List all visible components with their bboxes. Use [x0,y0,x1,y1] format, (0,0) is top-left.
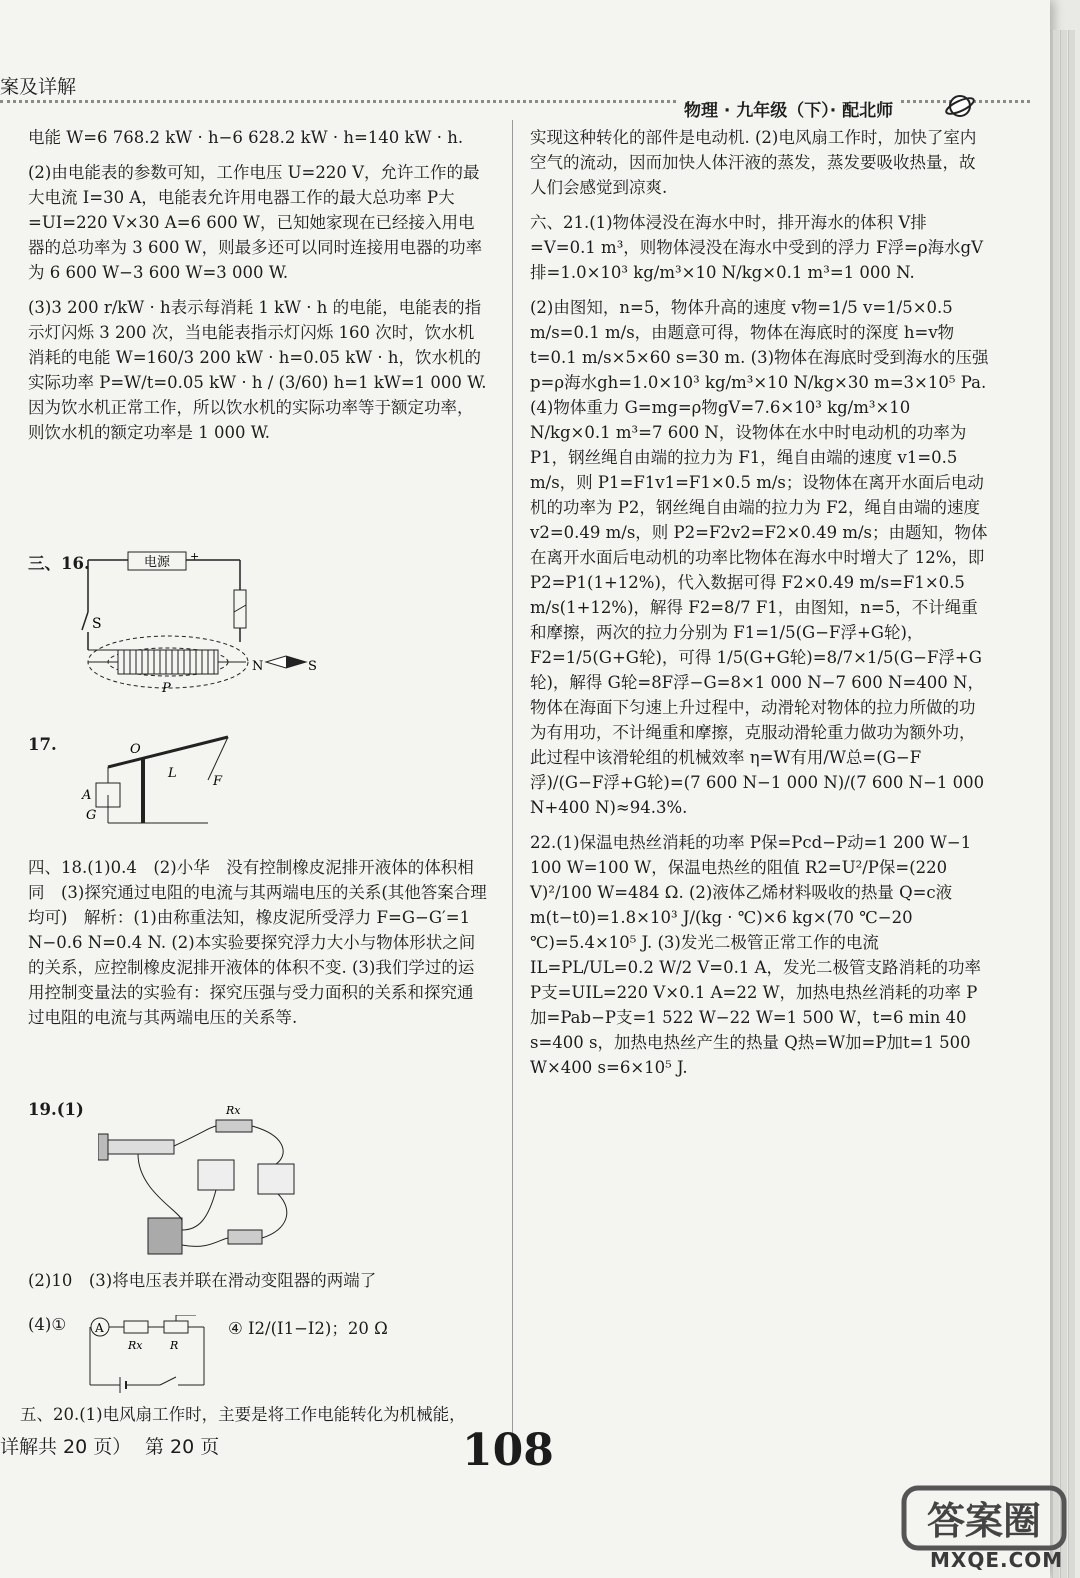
watermark-url: MXQE.COM [930,1548,1064,1572]
q20-continued-text: 实现这种转化的部件是电动机. (2)电风扇工作时，加快了室内空气的流动，因而加快人体汗液的蒸发，蒸发要吸收热量，故人们会感觉到凉爽. [530,128,977,197]
force-f-label: F [213,774,223,789]
point-a-label: A [82,788,92,803]
needle-s-label: S [308,659,317,674]
electromagnet-circuit-diagram [68,550,328,710]
q18-text: 四、18.(1)0.4 (2)小华 没有控制橡皮泥排开液体的体积相同 (3)探究通过电阻的电流与其两端电压的关系(其他答案合理均可) 解析：(1)由称重法知，橡皮泥所受浮力 F=G−G′=1 N−0.6 N=0.4 N. (2)本实验要探究浮力大小与物体形状之间的关系，应控制橡皮泥排开液体的体积不变. (3)我们学过的运用控制变量法的实验有：探究压强与受力面积的关系和探究通过电阻的电流与其两端电压的关系等. [28,858,487,1027]
footer-left: 详解共 20 页） [0,1436,132,1458]
q20-text: 五、20.(1)电风扇工作时，主要是将工作电能转化为机械能， [20,1405,466,1424]
q15-part1-text: 电能 W=6 768.2 kW · h−6 628.2 kW · h=140 kW · h. [28,128,464,147]
pivot-o-label: O [130,742,141,757]
circuit-photo-diagram [98,1100,318,1260]
q19-figure [28,1100,488,1260]
footer-page-label: 第 20 页 [145,1436,220,1458]
page-edge [1068,30,1075,1578]
page-edge [1060,30,1067,1578]
r-label: R [170,1339,179,1352]
q19-label: 19.(1) [28,1100,84,1119]
page-number: 108 [462,1425,554,1476]
switch-label: S [92,616,102,632]
pole-p-label: P [162,681,171,696]
q15-part3-text: (3)3 200 r/kW · h表示每消耗 1 kW · h 的电能，电能表的指示灯闪烁 3 200 次，当电能表指示灯闪烁 160 次时，饮水机消耗的电能 W=160/3 200 kW · h=0.05 kW · h，饮水机的实际功率 P=W/t=0.05 kW · h / (3/60) h=1 kW=1 000 W. 因为饮水机正常工作，所以饮水机的实际功率等于额定功率，则饮水机的额定功率是 1 000 W. [28,298,487,442]
rx-label: Rx [128,1339,143,1352]
watermark-text: 答案圈 [926,1499,1042,1543]
q19-part4-figure [28,1315,488,1395]
q21-part1-text: 六、21.(1)物体浸没在海水中时，排开海水的体积 V排=V=0.1 m³，则物体浸没在海水中受到的浮力 F浮=ρ海水gV排=1.0×10³ kg/m³×10 N/kg×0.1 m³=1 000 N. [530,213,984,282]
q19-part4-label: (4)① [28,1315,67,1334]
planet-icon [944,90,976,122]
q17-figure [28,735,488,835]
right-column [530,125,990,1090]
lever-diagram [68,735,268,835]
header-left-title: 案及详解 [0,76,77,98]
q19-part2-block [28,1268,488,1303]
q19-part4-answer: ④ I2/(I1−I2)；20 Ω [228,1319,388,1338]
q18-block [28,855,488,1040]
q17-label: 17. [28,735,57,754]
plus-sign: + [190,550,200,563]
column-divider [512,120,513,1440]
q21-part2-text: (2)由图知，n=5，物体升高的速度 v物=1/5 v=1/5×0.5 m/s=0.1 m/s，由题意可得，物体在海底时的深度 h=v物t=0.1 m/s×5×60 s=30 m. (3)物体在海底时受到海水的压强 p=ρ海水gh=1.0×10³ kg/m³×10 N/kg×30 m=3×10⁵ Pa. (4)物体重力 G=mg=ρ物gV=7.6×10³ kg/m³×10 N/kg×0.1 m³=7 600 N，设物体在水中时电动机的功率为 P1，钢丝绳自由端的拉力为 F1，绳自由端的速度 v1=0.5 m/s，则 P1=F1v1=F1×0.5 m/s；设物体在离开水面后电动机的功率为 P2，钢丝绳自由端的拉力为 F2，绳自由端的速度 v2=0.49 m/s，则 P2=F2v2=F2×0.49 m/s；由题知，物体在离开水面后电动机的功率比物体在海水中时增大了 12%，即 P2=P1(1+12%)，代入数据可得 F2×0.49 m/s=F1×0.5 m/s(1+12%)，解得 F2=8/7 F1，由图知，n=5，不计绳重和摩擦，两次的拉力分别为 F1=1/5(G−F浮+G轮)，F2=1/5(G+G轮)，可得 1/5(G+G轮)=8/7×1/5(G−F浮+G轮)，解得 G轮=8F浮−G=8×1 000 N−7 600 N=400 N，物体在海面下匀速上升过程中，动滑轮对物体的拉力所做的功为有用功，不计绳重和摩擦，克服动滑轮重力做功为额外功，此过程中该滑轮组的机械效率 η=W有用/W总=(G−F浮)/(G−F浮+G轮)=(7 600 N−1 000 N)/(7 600 N−1 000 N+400 N)≈94.3%. [530,298,989,817]
q15-part2-text: (2)由电能表的参数可知，工作电压 U=220 V，允许工作的最大电流 I=30 A，电能表允许用电器工作的最大总功率 P大=UI=220 V×30 A=6 600 W，已知她家现在已经接入用电器的总功率为 3 600 W，则最多还可以同时连接用电器的功率为 6 600 W−3 600 W=3 000 W. [28,163,483,282]
gravity-g-label: G [86,808,97,823]
left-column [28,125,488,455]
header-right-title: 物理 · 九年级（下）· 配北师 [678,96,899,121]
needle-n-label: N [252,659,264,674]
ammeter-a-label: A [95,1321,104,1335]
q16-figure [28,550,488,710]
page-edge [1052,30,1059,1578]
q16-label: 三、16. [28,554,90,573]
q22-text: 22.(1)保温电热丝消耗的功率 P保=Pcd−P动=1 200 W−1 100 W=100 W，保温电热丝的阻值 R2=U²/P保=(220 V)²/100 W=484 Ω. (2)液体乙烯材料吸收的热量 Q=c液m(t−t0)=1.8×10³ J/(kg · ℃)×6 kg×(70 ℃−20 ℃)=5.4×10⁵ J. (3)发光二极管正常工作的电流 IL=PL/UL=0.2 W/2 V=0.1 A，发光二极管支路消耗的功率 P支=UIL=220 V×0.1 A=22 W，加热电热丝消耗的功率 P加=Pab−P支=1 522 W−22 W=1 500 W，t=6 min 40 s=400 s，加热电热丝产生的热量 Q热=W加=P加t=1 500 W×400 s=6×10⁵ J. [530,833,981,1077]
arm-l-label: L [168,766,177,781]
q19-part2-text: (2)10 (3)将电压表并联在滑动变阻器的两端了 [28,1271,377,1290]
resistor-rx-label: Rx [226,1104,241,1117]
ammeter-circuit-diagram [80,1315,220,1395]
power-source-label: 电源 [143,555,171,570]
